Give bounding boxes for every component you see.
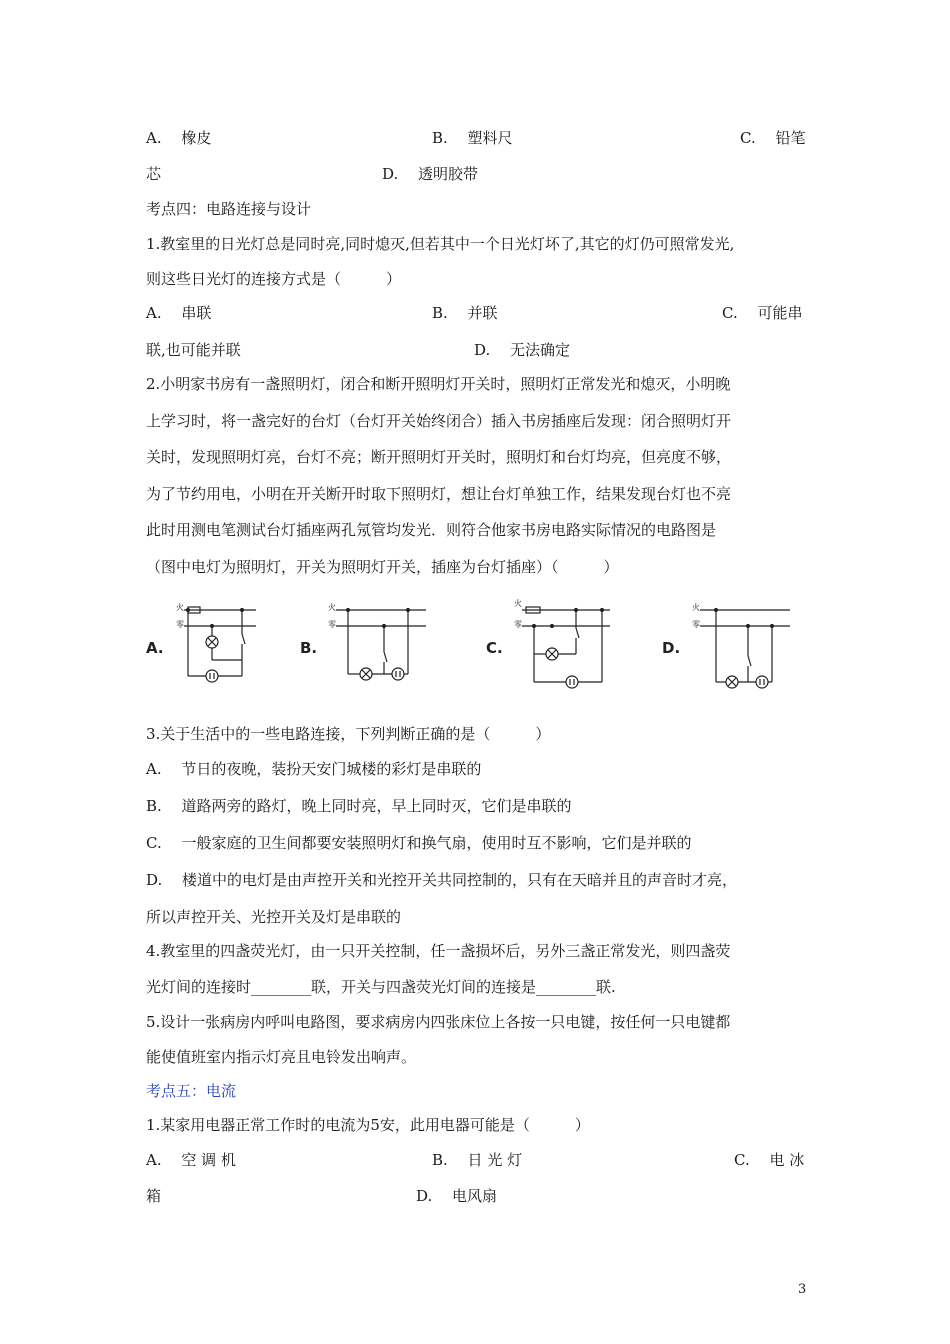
- option-a: A. 橡皮: [146, 129, 212, 147]
- switch-icon: [576, 628, 579, 638]
- s5-q1-option-c-cont: 箱: [146, 1187, 162, 1205]
- q2-stem-line1: 2.小明家书房有一盏照明灯，闭合和断开照明灯开关时，照明灯正常发光和熄灭，小明晚: [146, 375, 731, 393]
- q2-stem-line3: 关时，发现照明灯亮，台灯不亮；断开照明灯开关时，照明灯和台灯均亮，但亮度不够，: [146, 448, 732, 466]
- circuit-d-live-label: 火: [692, 603, 700, 612]
- q4-stem-line2: 光灯间的连接时________联，开关与四盏荧光灯间的连接是________联.: [146, 978, 616, 996]
- circuit-diagram-b: [300, 598, 430, 697]
- circuit-a-live-label: 火: [176, 603, 184, 612]
- socket-icon: [206, 670, 218, 682]
- circuit-d-label: D.: [662, 639, 681, 657]
- option-b: B. 塑料尺: [432, 129, 513, 147]
- q3-option-b: B. 道路两旁的路灯，晚上同时亮，早上同时灭，它们是串联的: [146, 797, 572, 815]
- circuit-diagram-a: [146, 598, 276, 697]
- option-d: D. 透明胶带: [382, 165, 479, 183]
- q1-option-c: C. 可能串: [722, 304, 803, 322]
- q3-option-c: C. 一般家庭的卫生间都要安装照明灯和换气扇，使用时互不影响，它们是并联的: [146, 834, 692, 852]
- q3-option-d-cont: 所以声控开关、光控开关及灯是串联的: [146, 908, 402, 926]
- q3-option-d: D. 楼道中的电灯是由声控开关和光控开关共同控制的，只有在天暗并且的声音时才亮，: [146, 871, 738, 889]
- s5-q1-option-a: A. 空 调 机: [146, 1151, 236, 1169]
- q3-option-a: A. 节日的夜晚，装扮天安门城楼的彩灯是串联的: [146, 760, 482, 778]
- option-c-cont: 芯: [146, 165, 162, 183]
- circuit-d-neutral-label: 零: [692, 620, 700, 629]
- circuit-b-live-label: 火: [328, 603, 336, 612]
- circuit-c-label: C.: [486, 639, 503, 657]
- page-number: 3: [798, 1282, 807, 1297]
- socket-icon: [392, 668, 404, 680]
- section-4-title: 考点四：电路连接与设计: [146, 200, 312, 218]
- circuit-a-neutral-label: 零: [176, 620, 184, 629]
- circuit-c-live-label: 火: [514, 599, 522, 608]
- q3-stem: 3.关于生活中的一些电路连接，下列判断正确的是（ ）: [146, 725, 551, 743]
- q4-stem-line1: 4.教室里的四盏荧光灯，由一只开关控制，任一盏损坏后，另外三盏正常发光，则四盏荧: [146, 942, 731, 960]
- s5-q1-stem: 1.某家用电器正常工作时的电流为5安，此用电器可能是（ ）: [146, 1116, 590, 1134]
- q1-option-b: B. 并联: [432, 304, 498, 322]
- q5-stem-line2: 能使值班室内指示灯亮且电铃发出响声。: [146, 1048, 417, 1066]
- q1-option-d: D. 无法确定: [474, 341, 571, 359]
- s5-q1-option-b: B. 日 光 灯: [432, 1151, 523, 1169]
- s5-q1-option-d: D. 电风扇: [416, 1187, 498, 1205]
- q5-stem-line1: 5.设计一张病房内呼叫电路图，要求病房内四张床位上各按一只电键，按任何一只电键都: [146, 1013, 731, 1031]
- switch-icon: [384, 652, 387, 662]
- option-c: C. 铅笔: [740, 129, 806, 147]
- switch-icon: [242, 634, 245, 644]
- q2-stem-line2: 上学习时，将一盏完好的台灯（台灯开关始终闭合）插入书房插座后发现：闭合照明灯开: [146, 412, 732, 430]
- circuit-c-neutral-label: 零: [514, 620, 522, 629]
- socket-icon: [566, 676, 578, 688]
- q1-stem-line2: 则这些日光灯的连接方式是（ ）: [146, 270, 402, 288]
- s5-q1-option-c: C. 电 冰: [734, 1151, 805, 1169]
- q2-stem-line6: （图中电灯为照明灯，开关为照明灯开关，插座为台灯插座）（ ）: [146, 558, 619, 576]
- q1-stem-line1: 1.教室里的日光灯总是同时亮,同时熄灭,但若其中一个日光灯坏了,其它的灯仍可照常发光,: [146, 235, 735, 253]
- circuit-diagram-d: [662, 598, 797, 697]
- circuit-b-label: B.: [300, 639, 318, 657]
- switch-icon: [748, 656, 751, 666]
- q2-stem-line4: 为了节约用电，小明在开关断开时取下照明灯，想让台灯单独工作，结果发现台灯也不亮: [146, 485, 732, 503]
- circuit-a-label: A.: [146, 639, 164, 657]
- q1-option-c-cont: 联,也可能并联: [146, 341, 241, 359]
- circuit-b-neutral-label: 零: [328, 620, 336, 629]
- circuit-diagram-c: [486, 598, 616, 697]
- socket-icon: [756, 676, 768, 688]
- section-5-title: 考点五：电流: [146, 1082, 237, 1100]
- q1-option-a: A. 串联: [146, 304, 212, 322]
- q2-stem-line5: 此时用测电笔测试台灯插座两孔氖管均发光．则符合他家书房电路实际情况的电路图是: [146, 521, 717, 539]
